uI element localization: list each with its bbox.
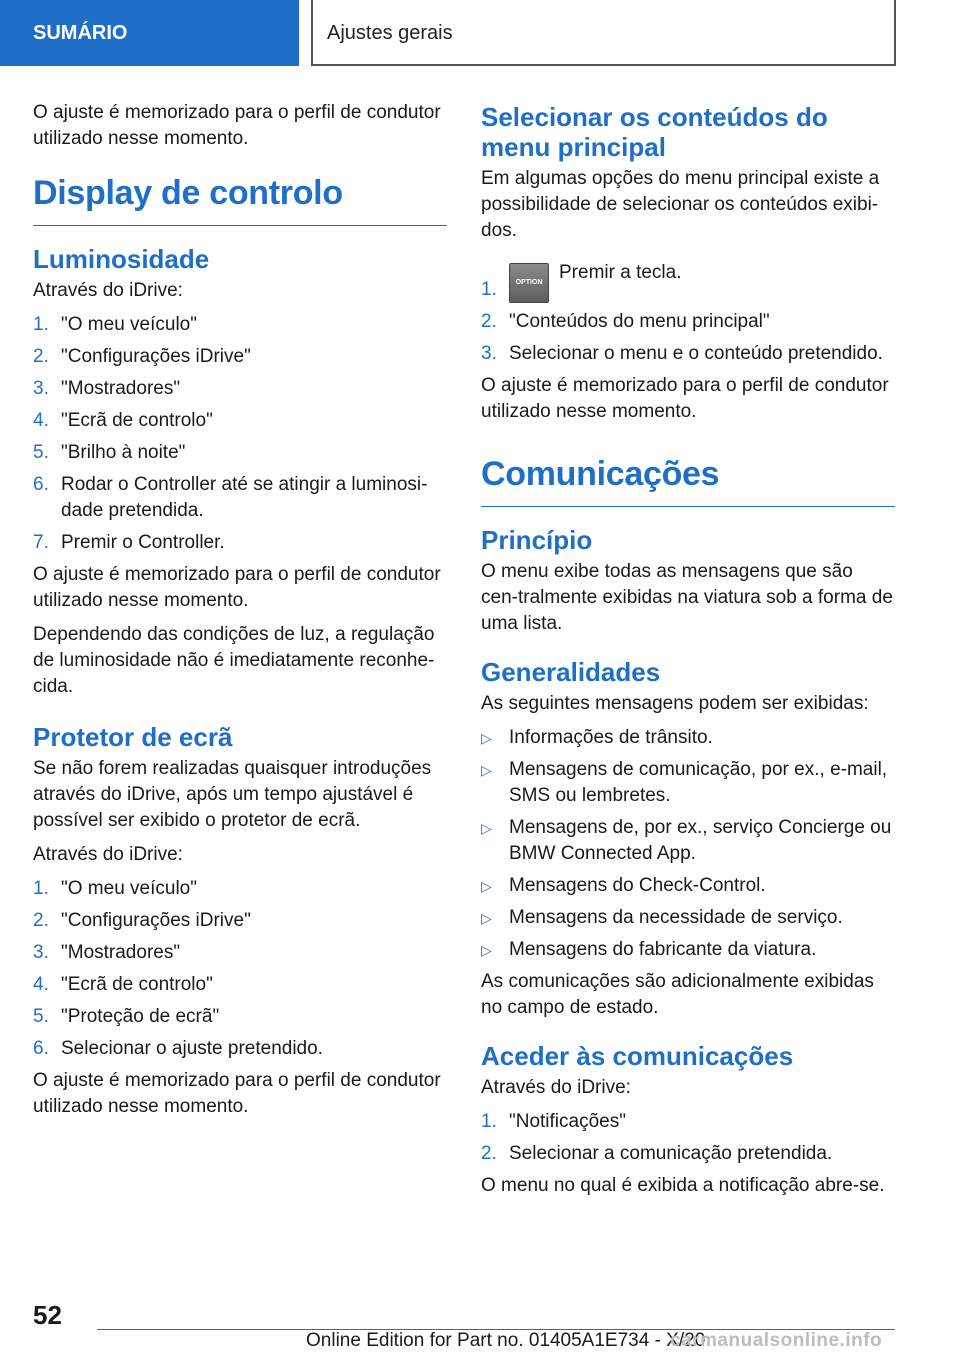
bullet-text: Mensagens do fabricante da viatura. (509, 939, 817, 960)
heading-protetor-de-ecra: Protetor de ecrã (33, 722, 233, 752)
list-item (481, 757, 895, 809)
step-number: 4. (33, 974, 49, 995)
bullet-text: Mensagens da necessidade de serviço. (509, 907, 843, 928)
list-item (33, 940, 447, 966)
aceder-steps (481, 1109, 895, 1167)
list-item (33, 344, 447, 370)
step-text: "O meu veículo" (61, 314, 197, 335)
step-number: 2. (33, 346, 49, 367)
generalidades-intro: As seguintes mensagens podem ser exibidas: (481, 693, 869, 714)
message-types-list (481, 725, 895, 963)
step-number: 3. (33, 378, 49, 399)
bullet-text: Informações de trânsito. (509, 727, 713, 748)
step-text: "O meu veículo" (61, 878, 197, 899)
memorized-note: O ajuste é memorizado para o perfil de condutor utilizado nesse momento. (33, 1070, 441, 1117)
memorized-note: O ajuste é memorizado para o perfil de condutor utilizado nesse momento. (33, 564, 441, 611)
bullet-text: Mensagens do Check-Control. (509, 875, 766, 896)
list-item (481, 341, 895, 367)
principio-description: O menu exibe todas as mensagens que são cen-tralmente exibidas na viatura sob a forma de uma lista. (481, 561, 893, 634)
protetor-steps (33, 876, 447, 1062)
heading-generalidades: Generalidades (481, 657, 661, 687)
heading-display-de-controlo: Display de controlo (33, 174, 447, 226)
step-text: "Conteúdos do menu principal" (509, 311, 770, 332)
step-text: "Ecrã de controlo" (61, 974, 213, 995)
list-item (481, 815, 895, 867)
list-item (33, 312, 447, 338)
left-column (33, 100, 447, 1128)
step-number: 2. (481, 311, 497, 332)
step-text: Premir o Controller. (61, 532, 225, 553)
step-text: Rodar o Controller até se atingir a luminosi-dade pretendida. (61, 474, 428, 521)
step-number: 2. (33, 910, 49, 931)
list-item (33, 876, 447, 902)
list-item (481, 725, 895, 751)
memorized-note: O ajuste é memorizado para o perfil de condutor utilizado nesse momento. (481, 375, 889, 422)
via-idrive-text: Através do iDrive: (33, 280, 183, 301)
selecionar-description: Em algumas opções do menu principal existe a possibilidade de selecionar os conteúdos exibi-dos. (481, 168, 880, 241)
step-number: 3. (481, 343, 497, 364)
edition-text: Online Edition for Part no. 01405A1E734 - X/20 (306, 1330, 706, 1351)
heading-comunicacoes: Comunicações (481, 455, 895, 507)
step-text: "Mostradores" (61, 378, 181, 399)
luminosidade-steps (33, 312, 447, 556)
heading-aceder-comunicacoes: Aceder às comunicações (481, 1041, 794, 1071)
list-item (33, 1036, 447, 1062)
triangle-bullet-icon: ▷ (481, 878, 492, 894)
step-label: Premir a tecla. (559, 262, 682, 283)
list-item (33, 908, 447, 934)
list-item (33, 472, 447, 524)
selecionar-steps (481, 260, 895, 367)
triangle-bullet-icon: ▷ (481, 820, 492, 836)
step-text: "Proteção de ecrã" (61, 1006, 220, 1027)
step-text (509, 260, 681, 303)
step-number: 5. (33, 1006, 49, 1027)
step-number: 1. (481, 1111, 497, 1132)
triangle-bullet-icon: ▷ (481, 730, 492, 746)
summary-tab[interactable]: SUMÁRIO (0, 0, 299, 66)
step-number: 1. (481, 279, 497, 300)
list-item (33, 972, 447, 998)
step-number: 6. (33, 1038, 49, 1059)
step-text: "Configurações iDrive" (61, 346, 251, 367)
step-text: "Notificações" (509, 1111, 626, 1132)
list-item (33, 530, 447, 556)
triangle-bullet-icon: ▷ (481, 942, 492, 958)
list-item (33, 408, 447, 434)
step-text: "Configurações iDrive" (61, 910, 251, 931)
list-item (33, 440, 447, 466)
step-number: 1. (33, 878, 49, 899)
step-text: "Mostradores" (61, 942, 181, 963)
notification-menu-note: O menu no qual é exibida a notificação abre-se. (481, 1175, 885, 1196)
step-text: Selecionar a comunicação pretendida. (509, 1143, 833, 1164)
light-conditions-note: Dependendo das condições de luz, a regulação de luminosidade não é imediatamente reconhe-cida. (33, 624, 435, 697)
bullet-text: Mensagens de, por ex., serviço Concierge ou BMW Connected App. (509, 817, 892, 864)
option-key-icon: OPTION (509, 263, 549, 303)
list-item (481, 1141, 895, 1167)
step-number: 7. (33, 532, 49, 553)
step-number: 3. (33, 942, 49, 963)
page-number: 52 (33, 1300, 62, 1330)
heading-principio: Princípio (481, 525, 593, 555)
step-number: 2. (481, 1143, 497, 1164)
list-item (481, 260, 895, 303)
step-number: 5. (33, 442, 49, 463)
status-field-note: As comunicações são adicionalmente exibidas no campo de estado. (481, 971, 874, 1018)
top-navigation-bar (0, 0, 960, 66)
step-text: "Ecrã de controlo" (61, 410, 213, 431)
list-item (481, 937, 895, 963)
right-column (481, 100, 895, 1207)
watermark: carmanualsonline.info (670, 1330, 883, 1351)
via-idrive-text: Através do iDrive: (481, 1077, 631, 1098)
triangle-bullet-icon: ▷ (481, 910, 492, 926)
step-text: "Brilho à noite" (61, 442, 186, 463)
heading-selecionar-conteudos: Selecionar os conteúdos do menu principal (481, 102, 828, 162)
step-text: Selecionar o ajuste pretendido. (61, 1038, 323, 1059)
list-item (481, 873, 895, 899)
section-title-tab: Ajustes gerais (311, 0, 896, 66)
list-item (33, 1004, 447, 1030)
list-item (481, 309, 895, 335)
step-number: 4. (33, 410, 49, 431)
list-item (481, 1109, 895, 1135)
intro-note: O ajuste é memorizado para o perfil de condutor utilizado nesse momento. (33, 102, 441, 149)
via-idrive-text: Através do iDrive: (33, 844, 183, 865)
step-number: 6. (33, 474, 49, 495)
heading-luminosidade: Luminosidade (33, 244, 210, 274)
list-item (33, 376, 447, 402)
triangle-bullet-icon: ▷ (481, 762, 492, 778)
bullet-text: Mensagens de comunicação, por ex., e-mail, SMS ou lembretes. (509, 759, 888, 806)
step-text: Selecionar o menu e o conteúdo pretendido. (509, 343, 883, 364)
list-item (481, 905, 895, 931)
step-number: 1. (33, 314, 49, 335)
screensaver-description: Se não forem realizadas quaisquer introduções através do iDrive, após um tempo ajustável é possível ser exibido o protetor de ecrã. (33, 758, 432, 831)
